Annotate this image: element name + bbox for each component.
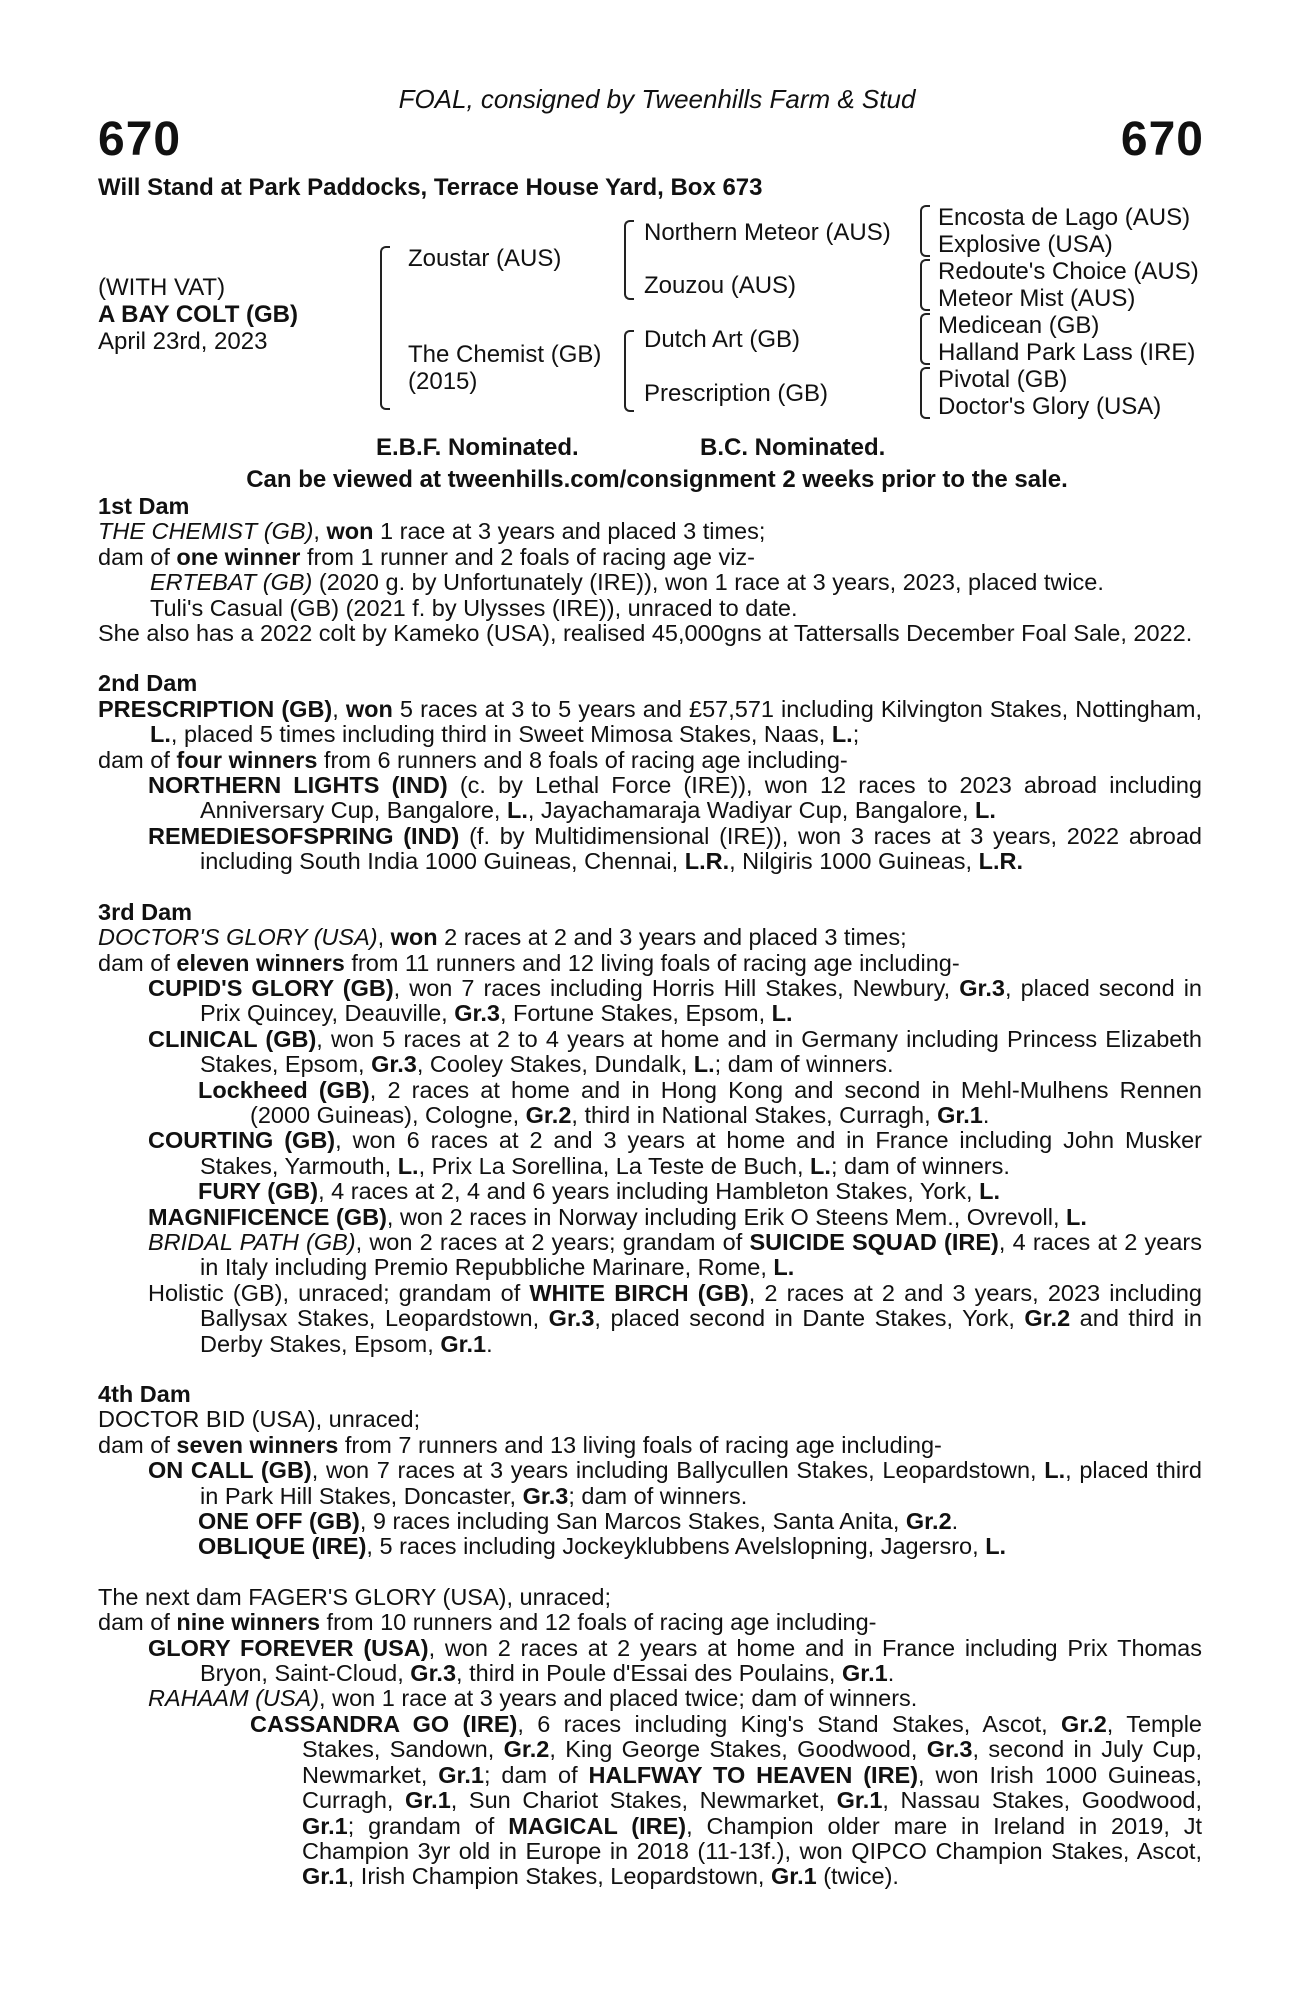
grandproduce-entry: FURY (GB), 4 races at 2, 4 and 6 years including Hambleton Stakes, York, L. <box>198 1178 1000 1205</box>
consignor-line: FOAL, consigned by Tweenhills Farm & Stud <box>398 84 916 114</box>
sire-sire: Northern Meteor (AUS) <box>644 219 891 246</box>
brace-gen3-3 <box>920 313 930 365</box>
first-dam-produce-summary: dam of one winner from 1 runner and 2 foals of racing age viz- <box>98 543 755 570</box>
produce-entry: MAGNIFICENCE (GB), won 2 races in Norway including Erik O Steens Mem., Ovrevoll, L. <box>148 1203 1087 1230</box>
next-dam-produce-summary: dam of nine winners from 10 runners and 12 foals of racing age including- <box>98 1609 877 1636</box>
third-dam-heading: 3rd Dam <box>98 898 193 925</box>
produce-entry: COURTING (GB), won 6 races at 2 and 3 years at home and in France including John Musker Stakes, Yarmouth, L., Prix La Sorellina, La Teste de Buch, L.; dam of winners. <box>148 1127 1202 1179</box>
produce-entry: BRIDAL PATH (GB), won 2 races at 2 years; grandam of SUICIDE SQUAD (IRE), 4 races at 2 years in Italy including Premio Repubbliche Marinare, Rome, L. <box>148 1228 1202 1281</box>
produce-entry: NORTHERN LIGHTS (IND) (c. by Lethal Force (IRE)), won 12 races to 2023 abroad including Anniversary Cup, Bangalore, L., Jayachamaraja Wadiyar Cup, Bangalore, L. <box>148 772 1203 824</box>
grandproduce-entry: CASSANDRA GO (IRE), 6 races including King's Stand Stakes, Ascot, Gr.2, Temple Stakes, Sandown, Gr.2, King George Stakes, Goodwood, Gr.3, second in July Cup, Newmarket, Gr.1; dam of HALFWAY TO HEAVEN (IRE), won Irish 1000 Guineas, Curragh, Gr.1, Sun Chariot Stakes, Newmarket, Gr.1, Nassau Stakes, Goodwood, Gr.1; grandam of MAGICAL (IRE), Champion older mare in Ireland in 2019, Jt Champion 3yr old in Europe in 2018 (11-13f.), won QIPCO Champion Stakes, Ascot, Gr.1, Irish Champion Stakes, Leopardstown, Gr.1 (twice). <box>250 1710 1202 1890</box>
produce-entry: RAHAAM (USA), won 1 race at 3 years and placed twice; dam of winners. <box>148 1685 918 1712</box>
fourth-dam-record: DOCTOR BID (USA), unraced; <box>98 1406 421 1433</box>
ancestor-3: Redoute's Choice (AUS) <box>938 258 1199 285</box>
dam-sire: Dutch Art (GB) <box>644 326 801 353</box>
produce-entry: ON CALL (GB), won 7 races at 3 years including Ballycullen Stakes, Leopardstown, L., placed third in Park Hill Stakes, Doncaster, Gr.3; dam of winners. <box>148 1457 1202 1509</box>
brace-gen3-2 <box>920 259 930 311</box>
ancestor-2: Explosive (USA) <box>938 231 1113 258</box>
brace-dam-line <box>624 330 634 412</box>
dam-year: (2015) <box>408 368 478 395</box>
ebf-nomination: E.B.F. Nominated. <box>376 434 579 461</box>
produce-entry: CLINICAL (GB), won 5 races at 2 to 4 years at home and in Germany including Princess Elizabeth Stakes, Epsom, Gr.3, Cooley Stakes, Dundalk, L.; dam of winners. <box>148 1025 1202 1078</box>
first-dam-record: THE CHEMIST (GB), won 1 race at 3 years and placed 3 times; <box>98 518 766 545</box>
second-dam-heading: 2nd Dam <box>98 670 198 697</box>
stand-location: Will Stand at Park Paddocks, Terrace House Yard, Box 673 <box>98 174 763 201</box>
first-dam-note: She also has a 2022 colt by Kameko (USA), realised 45,000gns at Tattersalls December Foal Sale, 2022. <box>98 620 1193 647</box>
second-dam-produce-summary: dam of four winners from 6 runners and 8 foals of racing age including- <box>98 746 848 773</box>
produce-entry: ERTEBAT (GB) (2020 g. by Unfortunately (IRE)), won 1 race at 3 years, 2023, placed twice. <box>150 569 1104 596</box>
foaling-date: April 23rd, 2023 <box>98 328 268 355</box>
fourth-dam-heading: 4th Dam <box>98 1381 191 1407</box>
sire: Zoustar (AUS) <box>408 245 562 272</box>
ancestor-4: Meteor Mist (AUS) <box>938 285 1136 312</box>
dam-line-text <box>98 494 1202 1890</box>
vat-note: (WITH VAT) <box>98 274 226 301</box>
dam: The Chemist (GB) <box>408 341 602 368</box>
next-dam-record: The next dam FAGER'S GLORY (USA), unraced; <box>98 1583 611 1610</box>
produce-entry: GLORY FOREVER (USA), won 2 races at 2 years at home and in France including Prix Thomas Bryon, Saint-Cloud, Gr.3, third in Poule d'Essai des Poulains, Gr.1. <box>148 1634 1202 1687</box>
produce-entry: Tuli's Casual (GB) (2021 f. by Ulysses (IRE)), unraced to date. <box>150 594 798 621</box>
third-dam-produce-summary: dam of eleven winners from 11 runners and 12 living foals of racing age including- <box>98 949 960 976</box>
fourth-dam-produce-summary: dam of seven winners from 7 runners and 13 living foals of racing age including- <box>98 1431 942 1458</box>
lot-number-left: 670 <box>98 113 182 166</box>
produce-entry: CUPID'S GLORY (GB), won 7 races including Horris Hill Stakes, Newbury, Gr.3, placed second in Prix Quincey, Deauville, Gr.3, Fortune Stakes, Epsom, L. <box>148 974 1202 1027</box>
produce-entry: Holistic (GB), unraced; grandam of WHITE BIRCH (GB), 2 races at 2 and 3 years, 2023 including Ballysax Stakes, Leopardstown, Gr.3, placed second in Dante Stakes, York, Gr.2 and third in Derby Stakes, Epsom, Gr.1. <box>148 1279 1202 1357</box>
viewing-note: Can be viewed at tweenhills.com/consignment 2 weeks prior to the sale. <box>246 466 1068 493</box>
brace-gen3-4 <box>920 367 930 419</box>
first-dam-heading: 1st Dam <box>98 493 190 519</box>
grandproduce-entry: ONE OFF (GB), 9 races including San Marcos Stakes, Santa Anita, Gr.2. <box>198 1508 959 1535</box>
ancestor-7: Pivotal (GB) <box>938 366 1068 393</box>
ancestor-1: Encosta de Lago (AUS) <box>938 204 1191 231</box>
second-dam-record: PRESCRIPTION (GB), won 5 races at 3 to 5 years and £57,571 including Kilvington Stakes, Nottingham, L., placed 5 times including third in Sweet Mimosa Stakes, Naas, L.; <box>98 695 1202 748</box>
grandproduce-entry: Lockheed (GB), 2 races at home and in Hong Kong and second in Mehl-Mulhens Rennen (2000 Guineas), Cologne, Gr.2, third in National Stakes, Curragh, Gr.1. <box>198 1076 1202 1128</box>
brace-sire-dam <box>380 246 390 410</box>
horse-name: A BAY COLT (GB) <box>98 301 299 328</box>
ancestor-5: Medicean (GB) <box>938 312 1100 339</box>
third-dam-record: DOCTOR'S GLORY (USA), won 2 races at 2 and 3 years and placed 3 times; <box>98 924 907 951</box>
brace-gen3-1 <box>920 205 930 257</box>
dam-dam: Prescription (GB) <box>644 380 829 407</box>
produce-entry: REMEDIESOFSPRING (IND) (f. by Multidimensional (IRE)), won 3 races at 3 years, 2022 abroad including South India 1000 Guineas, Chennai, L.R., Nilgiris 1000 Guineas, L.R. <box>148 822 1202 875</box>
grandproduce-entry: OBLIQUE (IRE), 5 races including Jockeyklubbens Avelslopning, Jagersro, L. <box>198 1533 1007 1560</box>
ancestor-8: Doctor's Glory (USA) <box>938 393 1162 420</box>
bc-nomination: B.C. Nominated. <box>700 434 886 461</box>
ancestor-6: Halland Park Lass (IRE) <box>938 339 1196 366</box>
sire-dam: Zouzou (AUS) <box>644 272 797 299</box>
lot-number-right: 670 <box>1120 113 1204 166</box>
brace-sire-line <box>624 220 634 300</box>
